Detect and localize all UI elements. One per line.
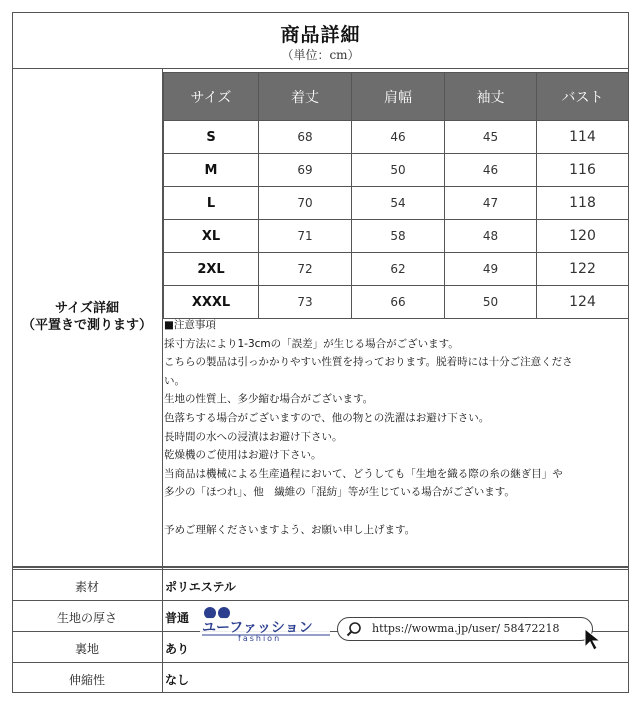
note-line: 採寸方法により1-3cmの「誤差」が生じる場合がございます。 (164, 337, 459, 350)
length-cell: 68 (259, 121, 352, 154)
note-line: 当商品は機械による生産過程において、どうしても「生地を織る際の糸の継ぎ目」や (164, 467, 563, 480)
col-header-size: サイズ (164, 73, 259, 121)
table-row (164, 286, 629, 319)
size-cell: S (164, 121, 259, 154)
note-line: 乾燥機のご使用はお避け下さい。 (164, 449, 322, 462)
bust-cell: 118 (537, 187, 629, 220)
size-cell: XL (164, 220, 259, 253)
length-cell: 73 (259, 286, 352, 319)
table-row (164, 253, 629, 286)
sleeve-cell: 45 (445, 121, 537, 154)
note-line: 多少の「ほつれ」、他 繊維の「混紡」等が生じている場合がございます。 (164, 486, 515, 499)
col-header-sleeve: 袖丈 (445, 73, 537, 121)
size-cell: XXXL (164, 286, 259, 319)
size-cell: L (164, 187, 259, 220)
unit-label: （単位：cm） (281, 48, 360, 62)
sleeve-cell: 48 (445, 220, 537, 253)
notes-section (164, 316, 626, 539)
shoulder-cell: 54 (352, 187, 445, 220)
bust-cell: 124 (537, 286, 629, 319)
note-line: 色落ちする場合がございますので、他の物との洗濯はお避け下さい。 (164, 411, 490, 424)
property-value: 普通 (165, 611, 190, 625)
length-cell: 72 (259, 253, 352, 286)
property-label: 生地の厚さ (56, 611, 117, 625)
size-section-label (12, 300, 162, 334)
note-line (164, 502, 626, 521)
note-line: い。 (164, 374, 185, 387)
col-header-bust: バスト (537, 73, 629, 121)
shoulder-cell: 66 (352, 286, 445, 319)
property-value: なし (165, 673, 190, 687)
length-cell: 70 (259, 187, 352, 220)
property-label: 裏地 (74, 642, 99, 656)
length-cell: 71 (259, 220, 352, 253)
url-text: https://wowma.jp/user/ 58472218 (372, 622, 560, 635)
header (12, 12, 629, 69)
property-label: 伸縮性 (68, 673, 105, 687)
note-line: 長時間の水への浸漬はお避け下さい。 (164, 430, 343, 443)
search-icon (346, 621, 362, 637)
sleeve-cell: 47 (445, 187, 537, 220)
size-cell: M (164, 154, 259, 187)
bust-cell: 120 (537, 220, 629, 253)
property-value: ポリエステル (165, 580, 236, 594)
length-cell: 69 (259, 154, 352, 187)
table-row (164, 187, 629, 220)
sleeve-cell: 46 (445, 154, 537, 187)
shoulder-cell: 46 (352, 121, 445, 154)
table-row (164, 220, 629, 253)
col-header-length: 着丈 (259, 73, 352, 121)
property-row-stretch (12, 662, 629, 693)
notes-heading: ■注意事項 (164, 319, 216, 331)
property-row-material (12, 569, 629, 600)
bust-cell: 122 (537, 253, 629, 286)
page-title: 商品詳細 (280, 24, 361, 46)
logo-subtext: fashion (238, 634, 282, 642)
bust-cell: 116 (537, 154, 629, 187)
bust-cell: 114 (537, 121, 629, 154)
table-row (164, 154, 629, 187)
note-line: 生地の性質上、多少縮む場合がございます。 (164, 393, 374, 406)
url-watermark (337, 617, 593, 641)
size-cell: 2XL (164, 253, 259, 286)
shoulder-cell: 62 (352, 253, 445, 286)
size-table (163, 72, 629, 319)
note-line: 予めご理解くださいますよう、お願い申し上げます。 (164, 523, 416, 536)
property-label: 素材 (74, 580, 99, 594)
logo-text: ユーファッション (202, 620, 313, 636)
shoulder-cell: 58 (352, 220, 445, 253)
sleeve-cell: 50 (445, 286, 537, 319)
sleeve-cell: 49 (445, 253, 537, 286)
cursor-icon (583, 628, 603, 652)
size-table-header (164, 73, 629, 121)
table-row (164, 121, 629, 154)
section-divider (12, 566, 629, 568)
col-header-shoulder: 肩幅 (352, 73, 445, 121)
note-line: こちらの製品は引っかかりやすい性質を持っております。脱着時には十分ご注意くださ (164, 356, 573, 369)
size-section-subtitle: （平置きで測ります） (21, 318, 152, 333)
property-value: あり (165, 642, 190, 656)
shop-logo (198, 604, 332, 642)
shoulder-cell: 50 (352, 154, 445, 187)
size-section-title: サイズ詳細 (55, 301, 119, 316)
